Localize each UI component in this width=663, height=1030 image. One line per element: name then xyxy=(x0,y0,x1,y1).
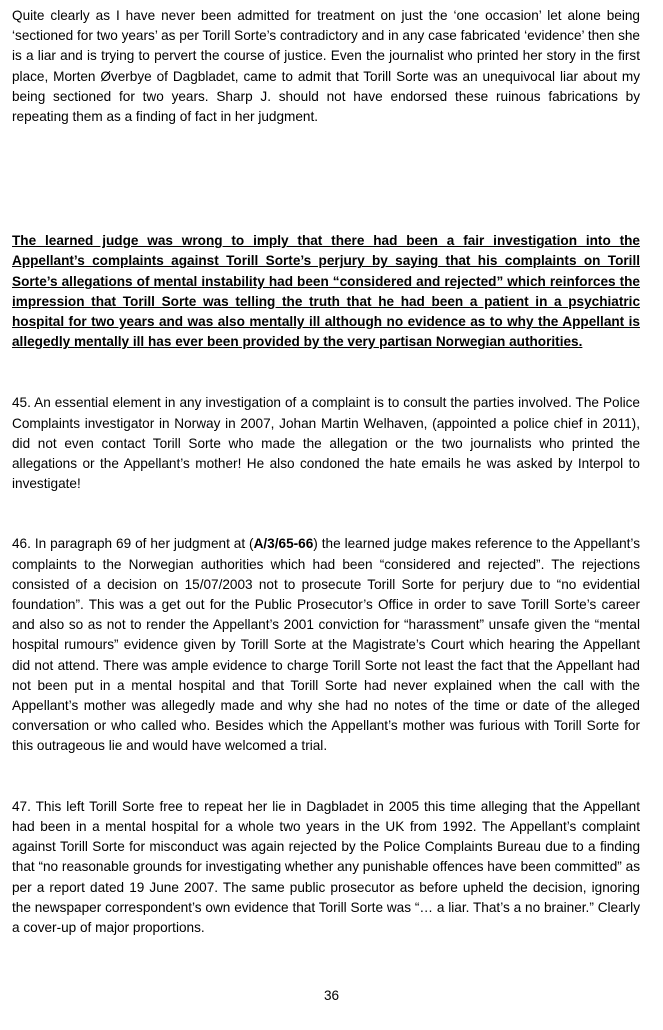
paragraph-45: 45. An essential element in any investigation of a complaint is to consult the parties involved. The Police Complaints investigator in Norway in 2007, Johan Martin Welhaven, (appointed a police chief in 2011), did not even contact Torill Sorte who made the allegation or the two journalists who printed the allegations or the Appellant’s mother! He also condoned the hate emails he was asked by Interpol to investigate! xyxy=(12,395,640,492)
document-page xyxy=(12,6,640,938)
paragraph-47: 47. This left Torill Sorte free to repeat her lie in Dagbladet in 2005 this time alleging that the Appellant had been in a mental hospital for a whole two years in the UK from 1992. The Appellant’s complaint against Torill Sorte for misconduct was again rejected by the Police Complaints Bureau due to a finding that “no reasonable grounds for investigating whether any punishable offences have been committed” as per a report dated 19 June 2007. The same public prosecutor as before upheld the decision, ignoring the newspaper correspondent’s own evidence that Torill Sorte was “… a liar. That’s a no brainer.” Clearly a cover-up of major proportions. xyxy=(12,798,640,935)
bundle-reference: A/3/65-66 xyxy=(253,536,314,552)
paragraph-46-text-start: 46. In paragraph 69 of her judgment at ( xyxy=(12,536,254,552)
paragraph-intro: Quite clearly as I have never been admitted for treatment on just the ‘one occasion’ let alone being ‘sectioned for two years’ as per Torill Sorte’s contradictory and in any case fabricated ‘evidence’ then she is a liar and is trying to pervert the course of justice. Even the journalist who printed her story in the first place, Morten Øverbye of Dagbladet, came to admit that Torill Sorte was an unequivocal liar about my being sectioned for two years. Sharp J. should not have endorsed these ruinous fabrications by repeating them as a finding of fact in her judgment. xyxy=(12,8,640,125)
ground-of-appeal-heading: The learned judge was wrong to imply that there had been a fair investigation into the Appellant’s complaints against Torill Sorte’s perjury by saying that his complaints on Torill Sorte’s allegations of mental instability had been “considered and rejected” which reinforces the impression that Torill Sorte was telling the truth that he had been a patient in a psychiatric hospital for two years and was also mentally ill although no evidence as to why the Appellant is allegedly mentally ill has ever been provided by the very partisan Norwegian authorities. xyxy=(12,233,640,350)
paragraph-46-text-end: ) the learned judge makes reference to the Appellant’s complaints to the Norwegian authorities which had been “considered and rejected”. The rejections consisted of a decision on 15/07/2003 not to prosecute Torill Sorte for perjury due to “no evidential foundation”. This was a get out for the Public Prosecutor’s Office in order to save Torill Sorte’s career and also so as not to render the Appellant’s 2001 conviction for “harassment” unsafe given the “mental hospital rumours” evidence given by Torill Sorte at the Magistrate’s Court which hearing the Appellant did not attend. There was ample evidence to charge Torill Sorte not least the fact that the Appellant had not been put in a mental hospital and that Torill Sorte had never explained when the call with the Appellant’s mother was allegedly made and why she had no notes of the time or date of the alleged conversation or who called who. Besides which the Appellant’s mother was furious with Torill Sorte for this outrageous lie and would have welcomed a trial. xyxy=(12,536,640,754)
page-number: 36 xyxy=(323,988,340,1003)
paragraph-46 xyxy=(12,534,640,756)
